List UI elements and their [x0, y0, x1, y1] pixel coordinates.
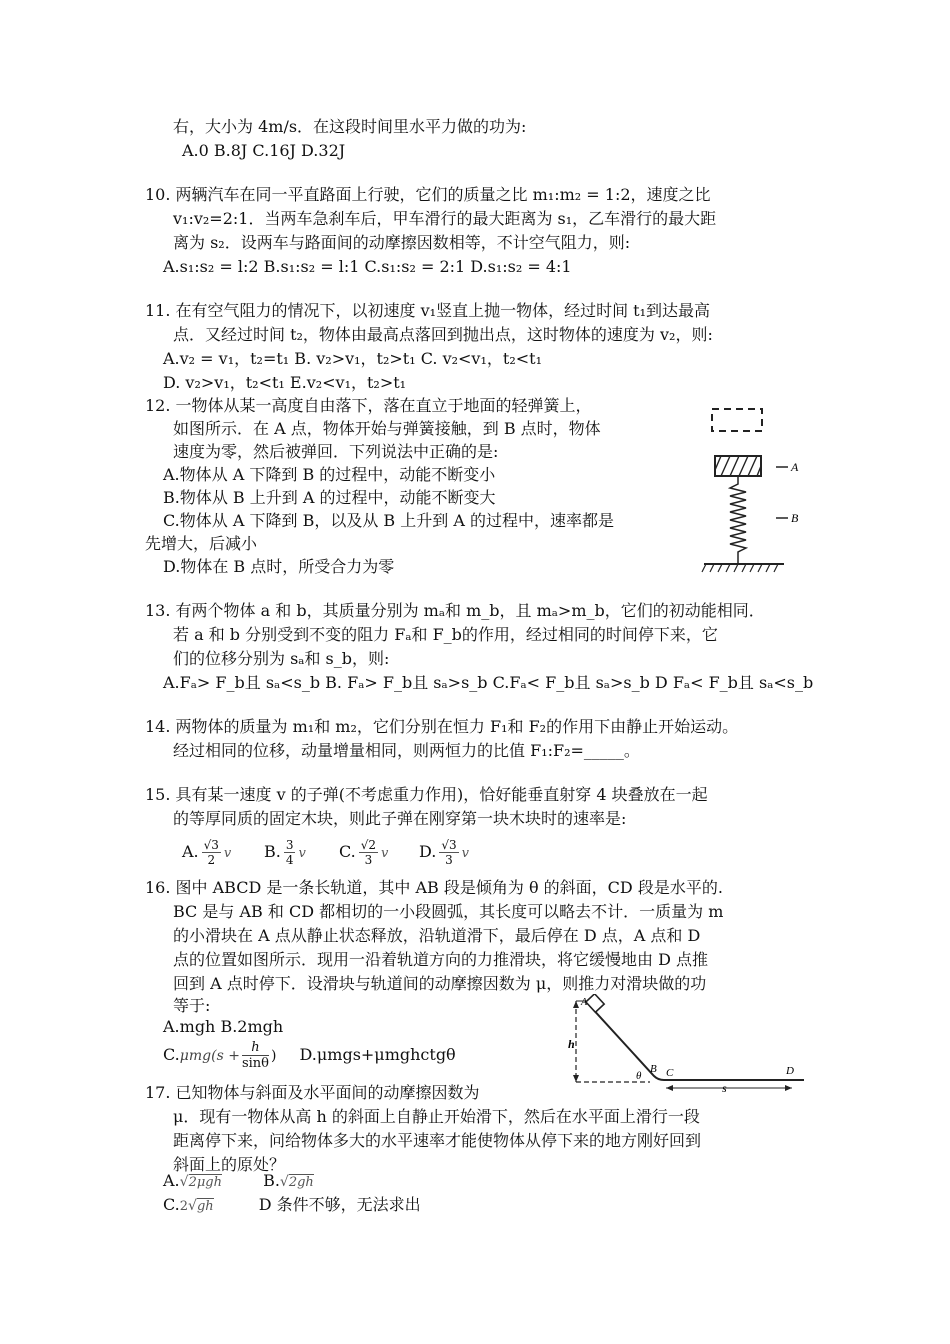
numerator: 3 [285, 838, 294, 852]
text-line: 先增大，后减小 [145, 534, 258, 553]
arrow-left [666, 1085, 673, 1091]
q17-options-cd [163, 1194, 421, 1218]
q15-option-b [264, 838, 306, 867]
fraction [439, 838, 458, 867]
denominator: 2 [207, 853, 216, 867]
q17-option-d: D 条件不够，无法求出 [258, 1195, 421, 1214]
numerator: √2 [360, 838, 377, 852]
track-figure [562, 994, 810, 1094]
text-line: 右，大小为 4m/s．在这段时间里水平力做的功为: [173, 117, 527, 136]
numerator: √3 [441, 838, 457, 852]
text-line: 点．又经过时间 t₂，物体由最高点落回到抛出点，这时物体的速度为 v₂，则: [173, 325, 713, 344]
denominator: sinθ [241, 1056, 269, 1071]
option-letter: C. [163, 1045, 180, 1064]
text-line: 若 a 和 b 分别受到不变的阻力 Fₐ和 F_b的作用，经过相同的时间停下来，它 [173, 625, 718, 644]
option-letter: A. [163, 1171, 180, 1190]
coefficient: 2 [179, 1199, 189, 1214]
spring-coil [730, 476, 746, 564]
label-c: C [666, 1067, 674, 1079]
text-line: μ．现有一物体从高 h 的斜面上自静止开始滑下，然后在水平面上滑行一段 [173, 1107, 700, 1126]
radicand: gh [196, 1199, 214, 1214]
numerator: h [242, 1040, 269, 1056]
dashed-block-outline [712, 409, 762, 431]
text-line: 11. 在有空气阻力的情况下，以初速度 v₁竖直上抛一物体，经过时间 t₁到达最高 [145, 301, 711, 320]
option-letter: C. [163, 1195, 180, 1214]
q16-option-c [163, 1040, 456, 1071]
text-line: 12. 一物体从某一高度自由落下，落在直立于地面的轻弹簧上， [145, 396, 592, 415]
label-a: A [791, 460, 799, 474]
text-line: B.物体从 B 上升到 A 的过程中，动能不断变大 [163, 488, 496, 507]
option-letter: D. [419, 842, 437, 861]
sqrt-sign: √ [279, 1174, 289, 1190]
text-line: BC 是与 AB 和 CD 都相切的一小段圆弧，其长度可以略去不计．一质量为 m [173, 902, 724, 921]
text-line: A.0 B.8J C.16J D.32J [182, 141, 346, 160]
label-d: D [786, 1065, 794, 1077]
text-line: 如图所示．在 A 点，物体开始与弹簧接触，到 B 点时，物体 [173, 419, 601, 438]
text-line: A.s₁:s₂ = l:2 B.s₁:s₂ = l:1 C.s₁:s₂ = 2:1 D.s₁:s₂ = 4:1 [163, 257, 572, 276]
ground-hatching [702, 564, 778, 572]
text-line: A.v₂ = v₁，t₂=t₁ B. v₂>v₁，t₂>t₁ C. v₂<v₁，t₂<t₁ [163, 349, 542, 368]
option-letter: C. [339, 842, 356, 861]
label-h: h [568, 1037, 575, 1051]
text-line: 等于: [173, 996, 211, 1015]
denominator: 4 [285, 853, 294, 867]
text-line: 速度为零，然后被弹回．下列说法中正确的是: [173, 442, 499, 461]
text-line: 经过相同的位移，动量增量相同，则两恒力的比值 F₁:F₂=_____。 [173, 741, 640, 760]
denominator: 3 [364, 853, 373, 867]
arrow-up [573, 1001, 579, 1008]
text-line: v₁:v₂=2:1．当两车急刹车后，甲车滑行的最大距离为 s₁，乙车滑行的最大距 [173, 209, 717, 228]
q15-option-d [419, 838, 469, 867]
label-b: B [791, 511, 799, 525]
radicand: 2μgh [188, 1175, 222, 1190]
text-line: 距离停下来，问给物体多大的水平速率才能使物体从停下来的地方刚好回到 [173, 1131, 702, 1150]
text-line: A.mgh B.2mgh [163, 1017, 284, 1036]
q15-option-c [339, 838, 388, 867]
text-line: 们的位移分别为 sₐ和 s_b，则: [173, 649, 390, 668]
arrow-down [573, 1075, 579, 1082]
text-line: D.物体在 B 点时，所受合力为零 [163, 557, 395, 576]
q15-option-a [182, 838, 231, 867]
denominator: 3 [445, 853, 453, 867]
label-a: A [581, 997, 588, 1008]
sqrt-sign: √ [188, 1198, 197, 1214]
variable: v [461, 846, 469, 861]
text-line: 15. 具有某一速度 v 的子弹(不考虑重力作用)，恰好能垂直射穿 4 块叠放在一起 [145, 785, 708, 804]
q16-option-d: D.μmgs+μmghctgθ [299, 1045, 456, 1064]
text-line: C.物体从 A 下降到 B，以及从 B 上升到 A 的过程中，速率都是 [163, 511, 614, 530]
variable: v [223, 846, 232, 861]
fraction [242, 1040, 269, 1071]
fraction [202, 838, 221, 867]
text-line: 离为 s₂．设两车与路面间的动摩擦因数相等，不计空气阻力，则: [173, 233, 631, 252]
expression-prefix: μmg(s + [179, 1048, 240, 1064]
text-line: D. v₂>v₁，t₂<t₁ E.v₂<v₁，t₂>t₁ [163, 373, 407, 392]
text-line: 17. 已知物体与斜面及水平面间的动摩擦因数为 [145, 1083, 480, 1102]
text-line: A.Fₐ> F_b且 sₐ<s_b B. Fₐ> F_b且 sₐ>s_b C.Fₐ< F_b且 sₐ>s_b D Fₐ< F_b且 sₐ<s_b [163, 673, 814, 692]
text-line: 10. 两辆汽车在同一平直路面上行驶，它们的质量之比 m₁:m₂ = 1:2，速度之比 [145, 185, 711, 204]
sqrt-sign: √ [179, 1174, 189, 1190]
spring-figure [700, 404, 812, 576]
radicand: 2gh [288, 1175, 314, 1190]
text-line: 14. 两物体的质量为 m₁和 m₂，它们分别在恒力 F₁和 F₂的作用下由静止开始运动。 [145, 717, 739, 736]
option-letter: B. [263, 1171, 280, 1190]
fraction [284, 838, 296, 867]
text-line: 13. 有两个物体 a 和 b，其质量分别为 mₐ和 m_b，且 mₐ>m_b，它们的初动能相同． [145, 601, 765, 620]
q17-options-ab [163, 1170, 314, 1194]
variable: v [381, 846, 389, 861]
text-line: 的小滑块在 A 点从静止状态释放，沿轨道滑下，最后停在 D 点，A 点和 D [173, 926, 701, 945]
expression-suffix: ) [270, 1048, 277, 1064]
text-line: 的等厚同质的固定木块，则此子弹在刚穿第一块木块时的速率是: [173, 809, 627, 828]
slider-block [586, 994, 604, 1012]
text-line: 16. 图中 ABCD 是一条长轨道，其中 AB 段是倾角为 θ 的斜面，CD 段是水平的. [145, 878, 723, 897]
label-b: B [650, 1063, 657, 1075]
label-theta: θ [636, 1070, 642, 1082]
label-s: s [722, 1081, 727, 1094]
arrow-right [785, 1085, 792, 1091]
option-letter: B. [264, 842, 281, 861]
option-letter: A. [182, 842, 199, 861]
text-line: 斜面上的原处？ [173, 1155, 286, 1174]
text-line: 回到 A 点时停下．设滑块与轨道间的动摩擦因数为 μ，则推力对滑块做的功 [173, 974, 707, 993]
variable: v [298, 846, 306, 861]
numerator: √3 [203, 838, 219, 852]
fraction [359, 838, 378, 867]
text-line: 点的位置如图所示．现用一沿着轨道方向的力推滑块，将它缓慢地由 D 点推 [173, 950, 709, 969]
track-line [590, 1006, 804, 1080]
text-line: A.物体从 A 下降到 B 的过程中，动能不断变小 [163, 465, 496, 484]
